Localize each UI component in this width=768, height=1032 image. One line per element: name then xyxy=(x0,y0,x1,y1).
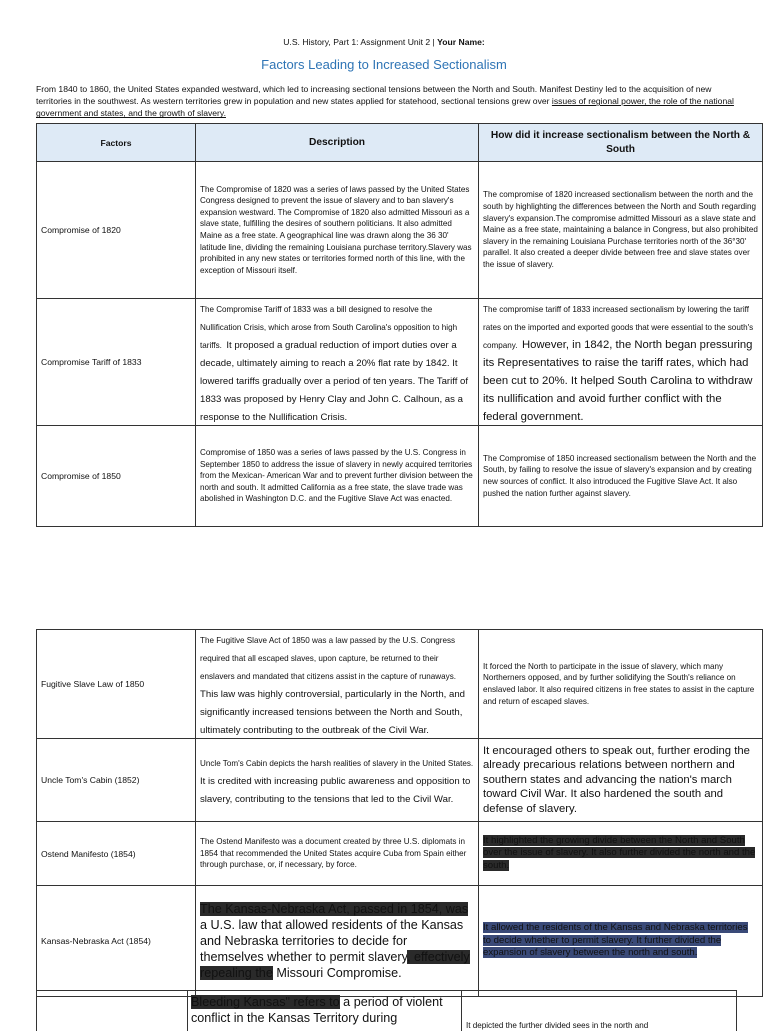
table-row xyxy=(37,822,763,886)
highlighted-text: Bleeding Kansas" refers to xyxy=(191,995,340,1009)
description-part-a: The Compromise Tariff of 1833 was a bill designed to resolve the Nullification Crisis, which arose from South Carolina's opposition to high tariffs. xyxy=(200,305,458,350)
impact-part-b: However, in 1842, the North began pressuring its Representatives to raise the tariff rates, which had been cut to 20%. It helped South Carolina to withdraw its nullification and avoid further conflict with the federal government. xyxy=(483,339,753,423)
table-header-row xyxy=(37,124,763,162)
header-factors: Factors xyxy=(37,124,196,162)
intro-paragraph xyxy=(36,83,736,120)
table-row xyxy=(37,426,763,527)
factor-cell[interactable]: Uncle Tom's Cabin (1852) xyxy=(37,739,196,822)
highlighted-impact: It highlighted the growing divide between the North and South over the issue of slavery. It also further divided the north and the south. xyxy=(483,834,756,871)
factor-cell[interactable]: Kansas-Nebraska Act (1854) xyxy=(37,886,196,997)
factor-cell[interactable]: Fugitive Slave Law of 1850 xyxy=(37,630,196,739)
highlighted-text: , effectively repealing the xyxy=(200,950,470,980)
description-cell[interactable]: Compromise of 1850 was a series of laws passed by the U.S. Congress in September 1850 to address the issue of slavery in newly acquired territories from the Mexican- American War and to prevent further division between the north and south. It admitted California as a free state, the slave trade was abolished in Washington D.C. and the Fugitive Slave Act was enacted. xyxy=(196,426,479,527)
intro-text: From 1840 to 1860, the United States expanded westward, which led to increasing sectional tensions between the North and South. Manifest Destiny led to the acquisition of new territories in the southwest. As western territories grew in population and new states applied for statehood, sectional tensions grew over xyxy=(36,84,712,107)
factor-cell[interactable]: Ostend Manifesto (1854) xyxy=(37,822,196,886)
course-label: U.S. History, Part 1: Assignment Unit 2 | xyxy=(283,37,435,47)
factors-table-part-2 xyxy=(36,629,763,997)
description-part-a: Uncle Tom's Cabin depicts the harsh realities of slavery in the United States. xyxy=(200,759,474,768)
header-impact: How did it increase sectionalism between the North & South xyxy=(479,124,763,162)
document-header xyxy=(0,37,768,47)
table-row xyxy=(37,162,763,299)
page-title: Factors Leading to Increased Sectionalism xyxy=(261,57,507,72)
impact-cell[interactable] xyxy=(479,886,763,997)
impact-part-a: The compromise tariff of 1833 increased sectionalism by lowering the tariff rates on the imported and exported goods that were essential to the south's company. xyxy=(483,305,754,350)
factors-table-part-1 xyxy=(36,123,763,527)
impact-cell[interactable] xyxy=(479,299,763,426)
impact-cell[interactable]: It depicted the further divided sees in the north and xyxy=(466,1021,649,1030)
table-row xyxy=(37,630,763,739)
factor-cell[interactable]: Compromise of 1820 xyxy=(37,162,196,299)
impact-cell[interactable]: It encouraged others to speak out, further eroding the already precarious relations between northern and southern states and advancing the nation's march toward Civil War. It also hardened the south and defense of slavery. xyxy=(479,739,763,822)
impact-cell[interactable] xyxy=(479,822,763,886)
impact-cell[interactable]: The compromise of 1820 increased sectionalism between the north and the south by highlighting the differences between the North and South regarding slavery's expansion.The compromise admitted Missouri as a slave state and Maine as a free state, maintaining a balance in Congress, but also prohibited slavery in the remaining Louisiana Purchase territories north of the 36°30' parallel. It also created a deeper divide between free and slave states over the issue of slavery. xyxy=(479,162,763,299)
highlighted-impact: It allowed the residents of the Kansas and Nebraska territories to decide whether to permit slavery. It further divided the expansion of slavery between the north and south. xyxy=(483,922,748,959)
description-cell[interactable]: The Compromise of 1820 was a series of laws passed by the United States Congress designed to prevent the issue of slavery and to ban slavery's expansion westward. The Compromise of 1820 also admitted Missouri as a slave state, fulfilling the desires of southern politicians. It also admitted Maine as a free state. A geographical line was drawn along the 36 30' latitude line, dividing the remaining Louisiana purchase territory.Slavery was prohibited in any new states or territories formed north of this line, with the exception of Missouri itself. xyxy=(196,162,479,299)
your-name-label: Your Name: xyxy=(437,37,485,47)
factor-cell[interactable] xyxy=(37,991,188,1031)
description-part-b: It is credited with increasing public awareness and opposition to slavery, contributing to the tensions that led to the Civil War. xyxy=(200,776,471,805)
description-part-b: It proposed a gradual reduction of import duties over a decade, ultimately aiming to reach a 20% flat rate by 1842. It lowered tariffs gradually over a period of ten years. The Tariff of 1833 was proposed by Henry Clay and John C. Calhoun, as a response to the Nullification Crisis. xyxy=(200,340,469,423)
description-text: a period of violent conflict in the Kansas Territory during xyxy=(191,995,443,1025)
description-cell[interactable] xyxy=(196,886,479,997)
table-row xyxy=(37,299,763,426)
description-text: a U.S. law that allowed residents of the Kansas and Nebraska territories to decide for themselves whether to permit slavery xyxy=(200,918,464,964)
table-row xyxy=(37,739,763,822)
description-cell[interactable] xyxy=(196,299,479,426)
column-divider xyxy=(461,991,462,1031)
description-part-a: The Fugitive Slave Act of 1850 was a law passed by the U.S. Congress required that all escaped slaves, upon capture, be returned to their enslavers and mandated that citizens assist in the capture of runaways. xyxy=(200,636,456,681)
highlighted-text: The Kansas-Nebraska Act, passed in 1854, was xyxy=(200,902,469,916)
description-cell[interactable] xyxy=(196,630,479,739)
impact-cell[interactable]: The Compromise of 1850 increased sectionalism between the North and the South, by failing to resolve the issue of slavery's expansion and by creating new sources of conflict. It also introduced the Fugitive Slave Act. It also pushed the nation further against slavery. xyxy=(479,426,763,527)
factor-cell[interactable]: Compromise of 1850 xyxy=(37,426,196,527)
description-cell[interactable] xyxy=(191,994,457,1026)
table-row xyxy=(37,886,763,997)
impact-cell[interactable]: It forced the North to participate in the issue of slavery, which many Northerners opposed, and by further solidifying the South's reliance on enslaved labor. It also required citizens in free states to assist in the capture and return of escaped slaves. xyxy=(479,630,763,739)
description-text: Missouri Compromise. xyxy=(272,966,402,980)
table-row-partial xyxy=(36,990,737,1031)
header-description: Description xyxy=(196,124,479,162)
description-cell[interactable] xyxy=(196,739,479,822)
factor-cell[interactable]: Compromise Tariff of 1833 xyxy=(37,299,196,426)
intro-last-line: issues of regional power, the role of the national government and states, and the growth of slavery. xyxy=(36,96,734,119)
description-cell[interactable]: The Ostend Manifesto was a document created by three U.S. diplomats in 1854 that recommended the United States acquire Cuba from Spain either through purchase, or, if necessary, by force. xyxy=(196,822,479,886)
description-part-b: This law was highly controversial, particularly in the North, and significantly increased tensions between the North and South, ultimately contributing to the outbreak of the Civil War. xyxy=(200,689,466,736)
